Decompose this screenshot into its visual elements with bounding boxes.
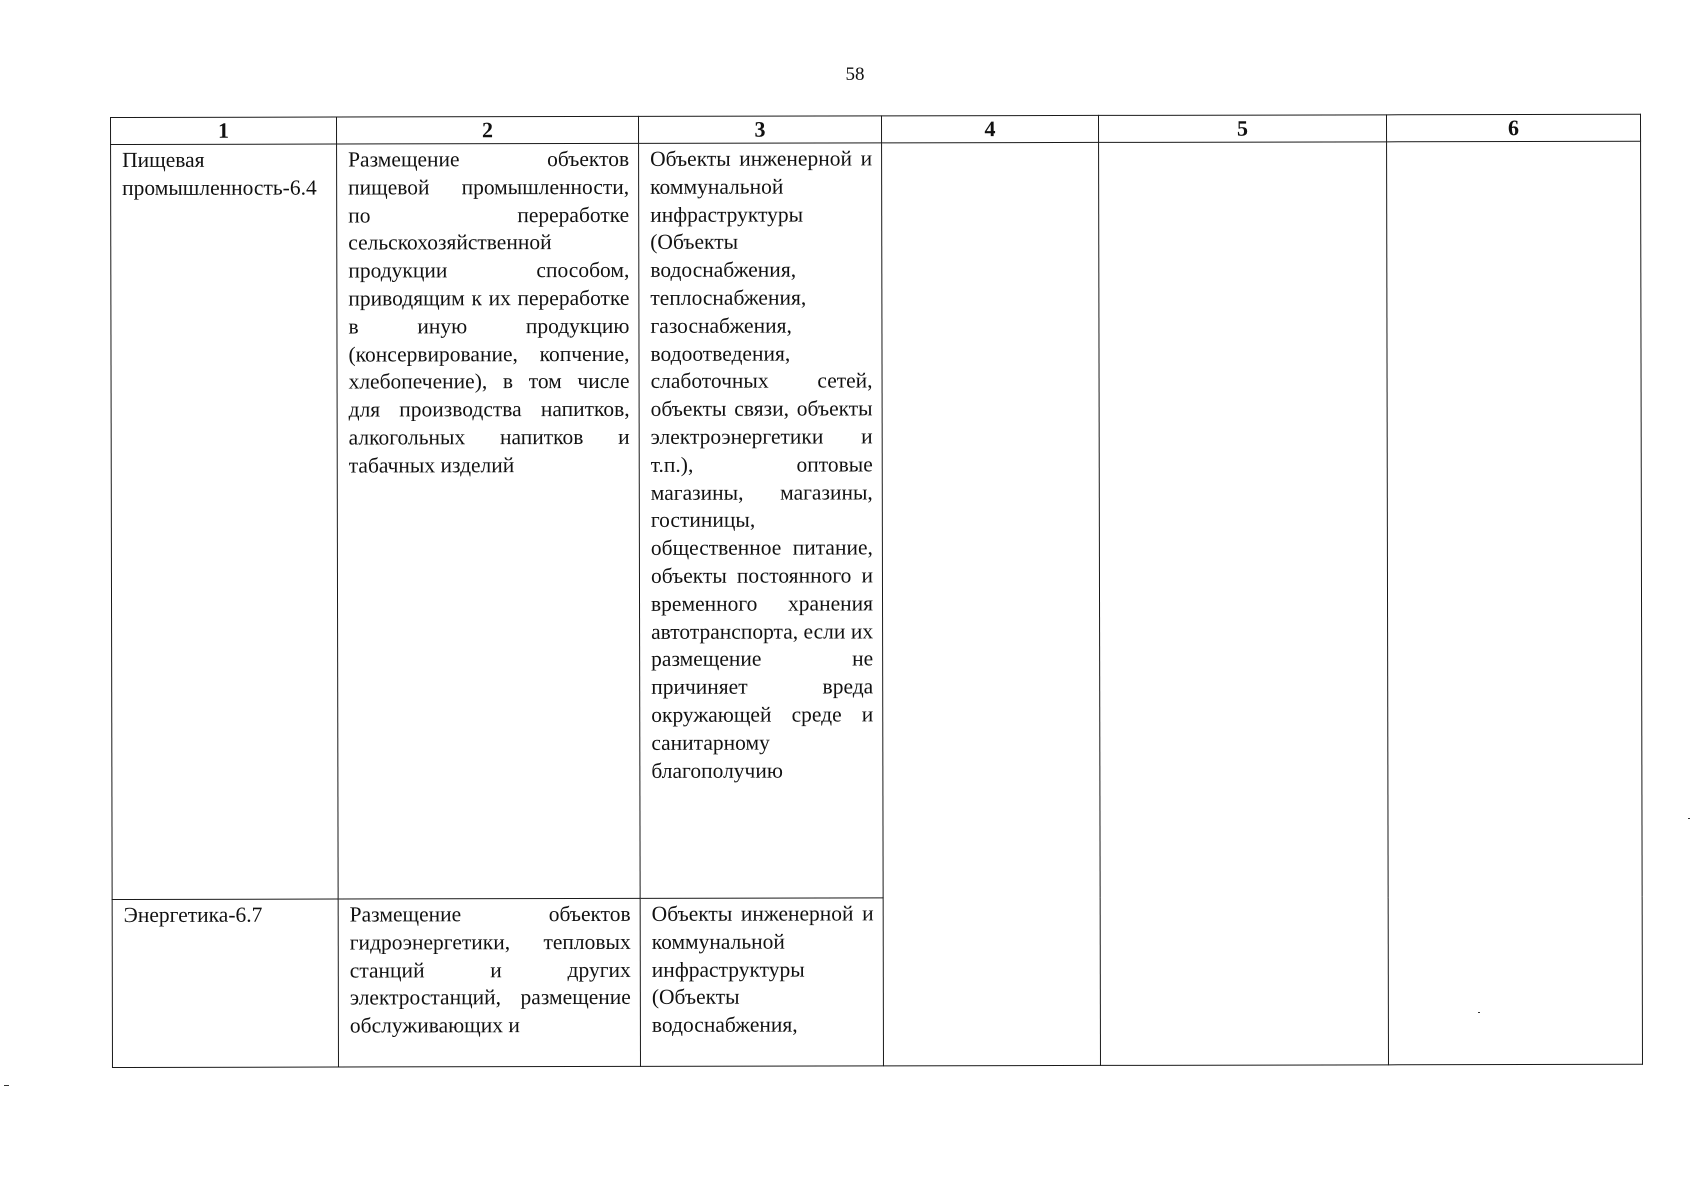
empty-cell-col6: [1388, 896, 1642, 1065]
land-use-type-cell: Энергетика-6.7: [112, 899, 338, 1067]
column-header-1: 1: [111, 117, 337, 144]
empty-cell-col5: [1100, 897, 1388, 1066]
column-header-2: 2: [337, 116, 639, 144]
land-use-description-cell: Размещение объектов пищевой промышленности, по переработке сельскохозяйственной продукции способом, приводящим к их переработке в иную продукцию (консервирование, копчение, хлебопечение), в том числе для производства напитков, алкогольных напитков и табачных изделий: [337, 143, 641, 899]
scan-speck: [4, 1085, 9, 1086]
table-row: [111, 141, 1643, 899]
column-header-3: 3: [638, 116, 881, 144]
land-use-description-cell: Размещение объектов гидроэнергетики, тепловых станций и других электростанций, размещение обслуживающих и: [338, 898, 640, 1067]
scan-speck: [1688, 818, 1690, 819]
scan-speck: [1478, 1012, 1480, 1013]
empty-cell-col4: [882, 142, 1101, 897]
table-header-row: [111, 114, 1641, 144]
column-header-6: 6: [1386, 114, 1640, 142]
table-row: [112, 896, 1642, 1067]
column-header-5: 5: [1098, 115, 1386, 143]
auxiliary-uses-cell: Объекты инженерной и коммунальной инфраструктуры (Объекты водоснабжения, теплоснабжения, газоснабжения, водоотведения, слаботочных сетей, объекты связи, объекты электроэнергетики и т.п.), оптовые магазины, магазины, гостиницы, общественное питание, объекты постоянного и временного хранения автотранспорта, если их размещение не причиняет вреда окружающей среде и санитарному благополучию: [639, 143, 884, 899]
page-number: 58: [845, 64, 865, 85]
column-header-4: 4: [881, 115, 1098, 142]
empty-cell-col4: [883, 897, 1100, 1065]
auxiliary-uses-cell: Объекты инженерной и коммунальной инфраструктуры (Объекты водоснабжения,: [640, 898, 883, 1067]
empty-cell-col6: [1387, 141, 1643, 897]
empty-cell-col5: [1099, 142, 1389, 898]
permitted-use-table: [110, 114, 1643, 1068]
land-use-type-cell: Пищевая промышленность-6.4: [111, 144, 339, 899]
